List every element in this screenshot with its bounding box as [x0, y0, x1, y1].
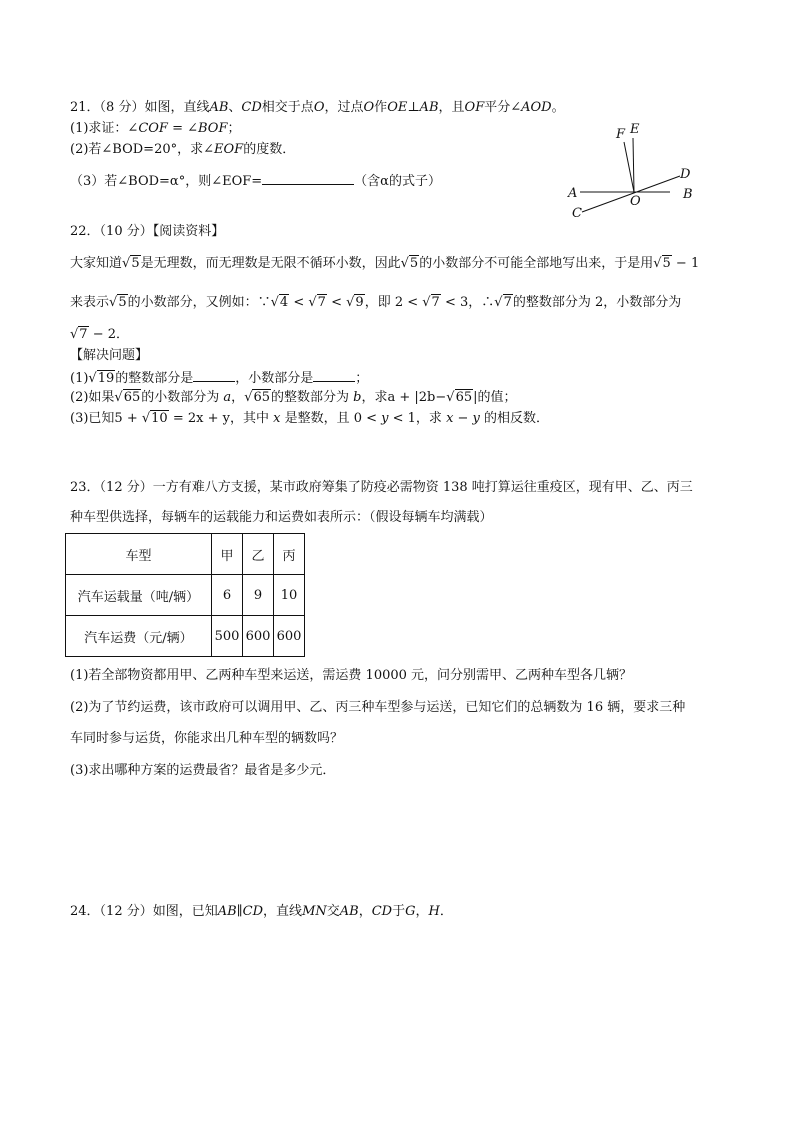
q21-part-2: (2)若∠BOD=20°，求∠EOF的度数．: [70, 142, 296, 157]
q22-title: 22．（10 分）【阅读资料】: [70, 224, 225, 239]
q23-part-2b: 车同时参与运货，你能求出几种车型的辆数吗？: [70, 731, 344, 746]
table-cell: 600: [274, 616, 305, 657]
label-d: D: [680, 167, 691, 182]
sqrt-expr: √7: [494, 295, 512, 310]
answer-blank[interactable]: [193, 369, 235, 382]
table-header-row: [66, 534, 305, 575]
sqrt-expr: √65: [244, 390, 271, 405]
label-o: O: [630, 194, 641, 209]
q24-line-1: 24．（12 分）如图，已知AB∥CD，直线MN交AB，CD于G，H．: [70, 904, 453, 919]
sqrt-expr: √5: [653, 256, 671, 271]
table-cell: 500: [212, 616, 243, 657]
answer-blank[interactable]: [313, 369, 355, 382]
q23-part-1: (1)若全部物资都用甲、乙两种车型来运送，需运费 10000 元，问分别需甲、乙两种车型各几辆？: [70, 668, 633, 683]
q22-para-2: 来表示√5的小数部分，又例如：∵√4 < √7 < √9，即 2 < √7 < 3，∴√7的整数部分为 2，小数部分为: [70, 295, 682, 310]
table-header-cell: 乙: [243, 534, 274, 575]
sqrt-expr: √7: [422, 295, 440, 310]
sqrt-expr: √7: [308, 295, 326, 310]
table-cell: 汽车运费（元/辆）: [66, 616, 212, 657]
sqrt-expr: √5: [109, 295, 127, 310]
q23-part-3: (3)求出哪种方案的运费最省？最省是多少元．: [70, 763, 336, 778]
sqrt-expr: √65: [114, 390, 141, 405]
table-cell: 9: [243, 575, 274, 616]
table-row: [66, 575, 305, 616]
table-header-cell: 甲: [212, 534, 243, 575]
ray-of: [624, 142, 634, 192]
sqrt-expr: √5: [400, 256, 419, 271]
label-c: C: [572, 206, 582, 221]
label-f: F: [616, 127, 626, 142]
sqrt-expr: √65: [446, 390, 473, 405]
q23-line-1: 23．（12 分）一方有难八方支援，某市政府筹集了防疫必需物资 138 吨打算运往重疫区，现有甲、乙、丙三: [70, 480, 693, 495]
q22-part-2: (2)如果√65的小数部分为 a，√65的整数部分为 b，求a + |2b−√65|的值；: [70, 390, 517, 405]
q22-part-1: (1)√19的整数部分是 ，小数部分是 ；: [70, 371, 369, 386]
table-header-cell: 车型: [66, 534, 212, 575]
answer-blank[interactable]: [262, 172, 354, 185]
q22-part-3: (3)已知5 + √10 = 2x + y，其中 x 是整数，且 0 < y < 1，求 x − y 的相反数．: [70, 411, 550, 426]
q23-line-2: 种车型供选择，每辆车的运载能力和运费如表所示：（假设每辆车均满载）: [70, 510, 493, 525]
q21-line-1: 21．（8 分）如图，直线AB、CD相交于点O，过点O作OE⊥AB，且OF平分∠AOD。: [70, 100, 565, 115]
sqrt-expr: √19: [88, 371, 115, 386]
table-cell: 6: [212, 575, 243, 616]
q22-para-3: √7 − 2．: [70, 327, 130, 342]
sqrt-expr: √10: [141, 411, 168, 426]
sqrt-expr: √7: [70, 327, 88, 342]
q21-part-3: （3）若∠BOD=α°，则∠EOF= （含α的式子）: [70, 174, 441, 189]
label-e: E: [630, 122, 640, 137]
label-a: A: [568, 186, 578, 201]
ray-oe: [633, 138, 634, 192]
table-row: [66, 616, 305, 657]
table-header-cell: 丙: [274, 534, 305, 575]
table-cell: 10: [274, 575, 305, 616]
q22-subtitle: 【解决问题】: [70, 348, 149, 363]
q21-part-1: (1)求证：∠COF = ∠BOF；: [70, 121, 241, 136]
vehicle-table: [65, 533, 305, 657]
table-cell: 600: [243, 616, 274, 657]
label-b: B: [683, 187, 693, 202]
angle-figure: [560, 118, 710, 223]
sqrt-expr: √5: [122, 256, 140, 271]
q22-para-1: 大家知道√5是无理数，而无理数是无限不循环小数，因此√5的小数部分不可能全部地写出来，于是用√5 − 1: [70, 256, 700, 271]
sqrt-expr: √4: [270, 295, 289, 310]
table-cell: 汽车运载量（吨/辆）: [66, 575, 212, 616]
q23-part-2a: (2)为了节约运费，该市政府可以调用甲、乙、丙三种车型参与运送，已知它们的总辆数为 16 辆，要求三种: [70, 700, 686, 715]
sqrt-expr: √9: [346, 295, 364, 310]
